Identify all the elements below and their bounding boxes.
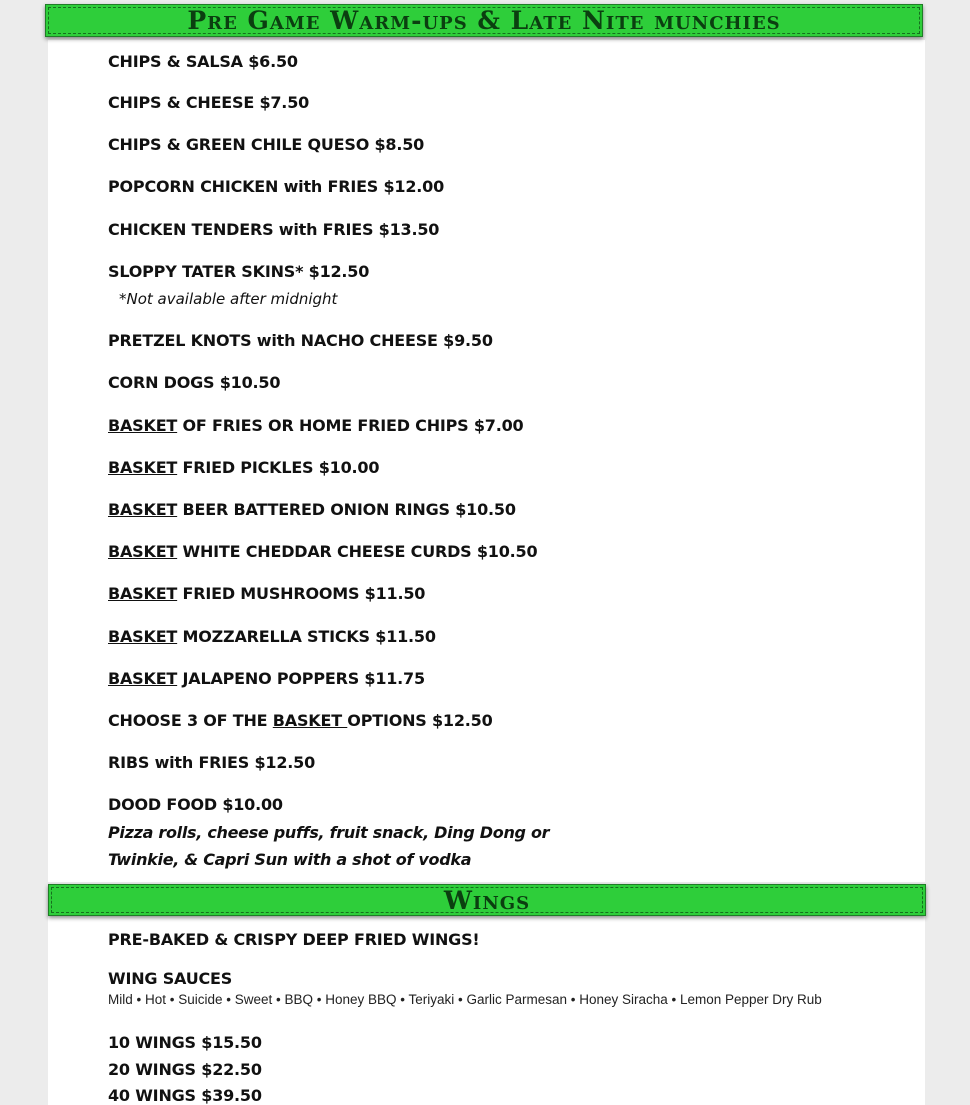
basket-label: BASKET xyxy=(108,627,178,646)
basket-label: BASKET xyxy=(272,711,348,730)
item-text: OPTIONS $12.50 xyxy=(347,711,493,730)
wing-sauces-list: Mild • Hot • Suicide • Sweet • BBQ • Honey BBQ • Teriyaki • Garlic Parmesan • Honey Siracha • Lemon Pepper Dry Rub xyxy=(108,992,822,1007)
menu-item-chips-queso: CHIPS & GREEN CHILE QUESO $8.50 xyxy=(108,135,425,154)
item-text: JALAPENO POPPERS $11.75 xyxy=(177,669,425,688)
item-text: BEER BATTERED ONION RINGS $10.50 xyxy=(177,500,516,519)
item-text: CHOOSE 3 OF THE xyxy=(108,711,273,730)
item-text: WHITE CHEDDAR CHEESE CURDS $10.50 xyxy=(177,542,538,561)
wings-intro: PRE-BAKED & CRISPY DEEP FRIED WINGS! xyxy=(108,930,480,949)
tater-skins-note: *Not available after midnight xyxy=(119,290,338,308)
menu-item-corn-dogs: CORN DOGS $10.50 xyxy=(108,373,281,392)
wings-size-20: 20 WINGS $22.50 xyxy=(108,1060,262,1079)
menu-item-chicken-tenders: CHICKEN TENDERS with FRIES $13.50 xyxy=(108,220,440,239)
wing-sauces-heading: WING SAUCES xyxy=(108,969,233,988)
basket-label: BASKET xyxy=(108,500,178,519)
item-text: FRIED PICKLES $10.00 xyxy=(177,458,380,477)
wings-size-10: 10 WINGS $15.50 xyxy=(108,1033,262,1052)
menu-item-chips-cheese: CHIPS & CHEESE $7.50 xyxy=(108,93,310,112)
menu-item-dood-food: DOOD FOOD $10.00 xyxy=(108,795,283,814)
item-text: FRIED MUSHROOMS $11.50 xyxy=(177,584,426,603)
dood-food-description-line-2: Twinkie, & Capri Sun with a shot of vodka xyxy=(108,850,472,869)
menu-item-basket-onion-rings xyxy=(108,500,516,519)
item-text: MOZZARELLA STICKS $11.50 xyxy=(177,627,436,646)
menu-item-basket-fries xyxy=(108,416,523,435)
menu-item-popcorn-chicken: POPCORN CHICKEN with FRIES $12.00 xyxy=(108,177,445,196)
menu-item-basket-cheese-curds xyxy=(108,542,537,561)
menu-item-chips-salsa: CHIPS & SALSA $6.50 xyxy=(108,52,298,71)
basket-label: BASKET xyxy=(108,458,178,477)
menu-item-tater-skins: SLOPPY TATER SKINS* $12.50 xyxy=(108,262,370,281)
dood-food-description-line-1: Pizza rolls, cheese puffs, fruit snack, Ding Dong or xyxy=(108,823,550,842)
menu-item-basket-pickles xyxy=(108,458,379,477)
wings-size-40: 40 WINGS $39.50 xyxy=(108,1086,262,1105)
item-text: OF FRIES OR HOME FRIED CHIPS $7.00 xyxy=(177,416,524,435)
menu-item-pretzel-knots: PRETZEL KNOTS with NACHO CHEESE $9.50 xyxy=(108,331,493,350)
munchies-banner: Pre Game Warm-ups & Late Nite munchies xyxy=(45,4,923,37)
menu-item-basket-mozzarella xyxy=(108,627,436,646)
menu-item-choose-three xyxy=(108,711,493,730)
basket-label: BASKET xyxy=(108,584,178,603)
basket-label: BASKET xyxy=(108,669,178,688)
basket-label: BASKET xyxy=(108,542,178,561)
menu-item-basket-mushrooms xyxy=(108,584,425,603)
menu-item-basket-jalapeno xyxy=(108,669,425,688)
basket-label: BASKET xyxy=(108,416,178,435)
menu-item-ribs: RIBS with FRIES $12.50 xyxy=(108,753,316,772)
wings-banner: Wings xyxy=(48,884,926,916)
